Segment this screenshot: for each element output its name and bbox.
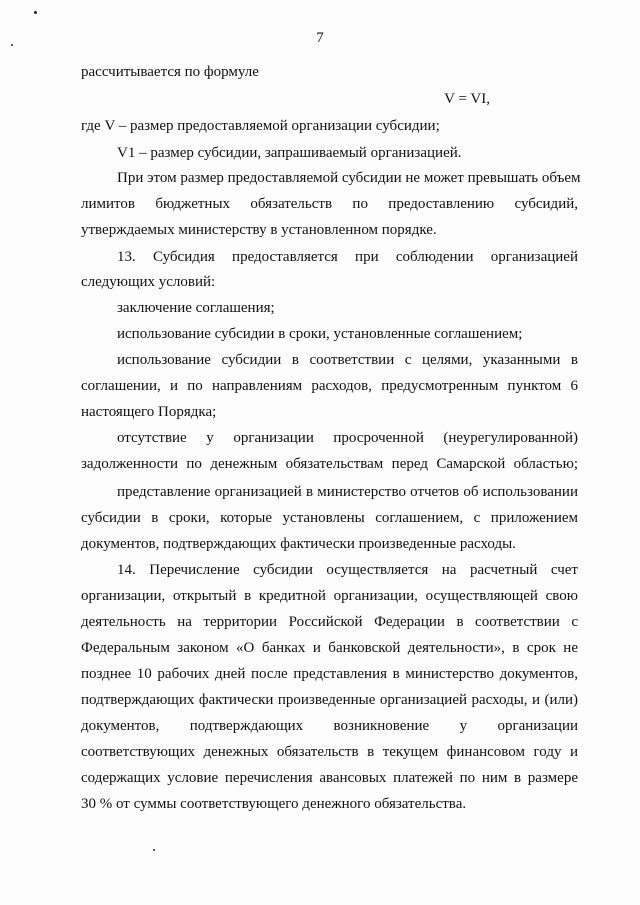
text-line: соответствующих денежных обязательств в текущем финансовом году и — [81, 744, 578, 760]
text-line: заключение соглашения; — [117, 300, 275, 316]
scan-speck — [34, 11, 37, 14]
text-line: отсутствие у организации просроченной (неурегулированной) — [117, 430, 578, 446]
text-line: настоящего Порядка; — [81, 404, 217, 420]
text-line: утверждаемых министерству в установленном порядке. — [81, 222, 437, 238]
text-line: 14. Перечисление субсидии осуществляется на расчетный счет — [117, 562, 578, 578]
text-line: документов, подтверждающих возникновение у организации — [81, 718, 578, 734]
text-line: соглашении, и по направлениям расходов, предусмотренным пунктом 6 — [81, 378, 578, 394]
text-line: рассчитывается по формуле — [81, 64, 259, 80]
text-line: При этом размер предоставляемой субсидии не может превышать объем — [117, 170, 581, 186]
text-line: деятельность на территории Российской Федерации в соответствии с — [81, 614, 578, 630]
text-line: V1 – размер субсидии, запрашиваемый организацией. — [117, 145, 462, 161]
text-line: субсидии в сроки, которые установлены соглашением, с приложением — [81, 510, 578, 526]
text-line: документов, подтверждающих фактически произведенные расходы. — [81, 536, 516, 552]
text-line: где V – размер предоставляемой организации субсидии; — [81, 118, 440, 134]
text-line: позднее 10 рабочих дней после представления в министерство документов, — [81, 666, 578, 682]
text-line: использование субсидии в соответствии с целями, указанными в — [117, 352, 578, 368]
formula: V = VI, — [444, 91, 490, 107]
page-number: 7 — [316, 30, 324, 46]
text-line: содержащих условие перечисления авансовых платежей по ним в размере — [81, 770, 578, 786]
text-line: 13. Субсидия предоставляется при соблюдении организацией — [117, 249, 578, 265]
text-line: Федеральным законом «О банках и банковской деятельности», в срок не — [81, 640, 578, 656]
text-line: использование субсидии в сроки, установленные соглашением; — [117, 326, 523, 342]
text-line: задолженности по денежным обязательствам перед Самарской областью; — [81, 456, 578, 472]
scan-speck — [153, 849, 155, 851]
text-line: подтверждающих фактически произведенные организацией расходы, и (или) — [81, 692, 578, 708]
text-line: представление организацией в министерство отчетов об использовании — [117, 484, 578, 500]
text-line: следующих условий: — [81, 274, 216, 290]
text-line: 30 % от суммы соответствующего денежного обязательства. — [81, 796, 467, 812]
text-line: лимитов бюджетных обязательств по предоставлению субсидий, — [81, 196, 578, 212]
text-line: организации, открытый в кредитной организации, осуществляющей свою — [81, 588, 578, 604]
